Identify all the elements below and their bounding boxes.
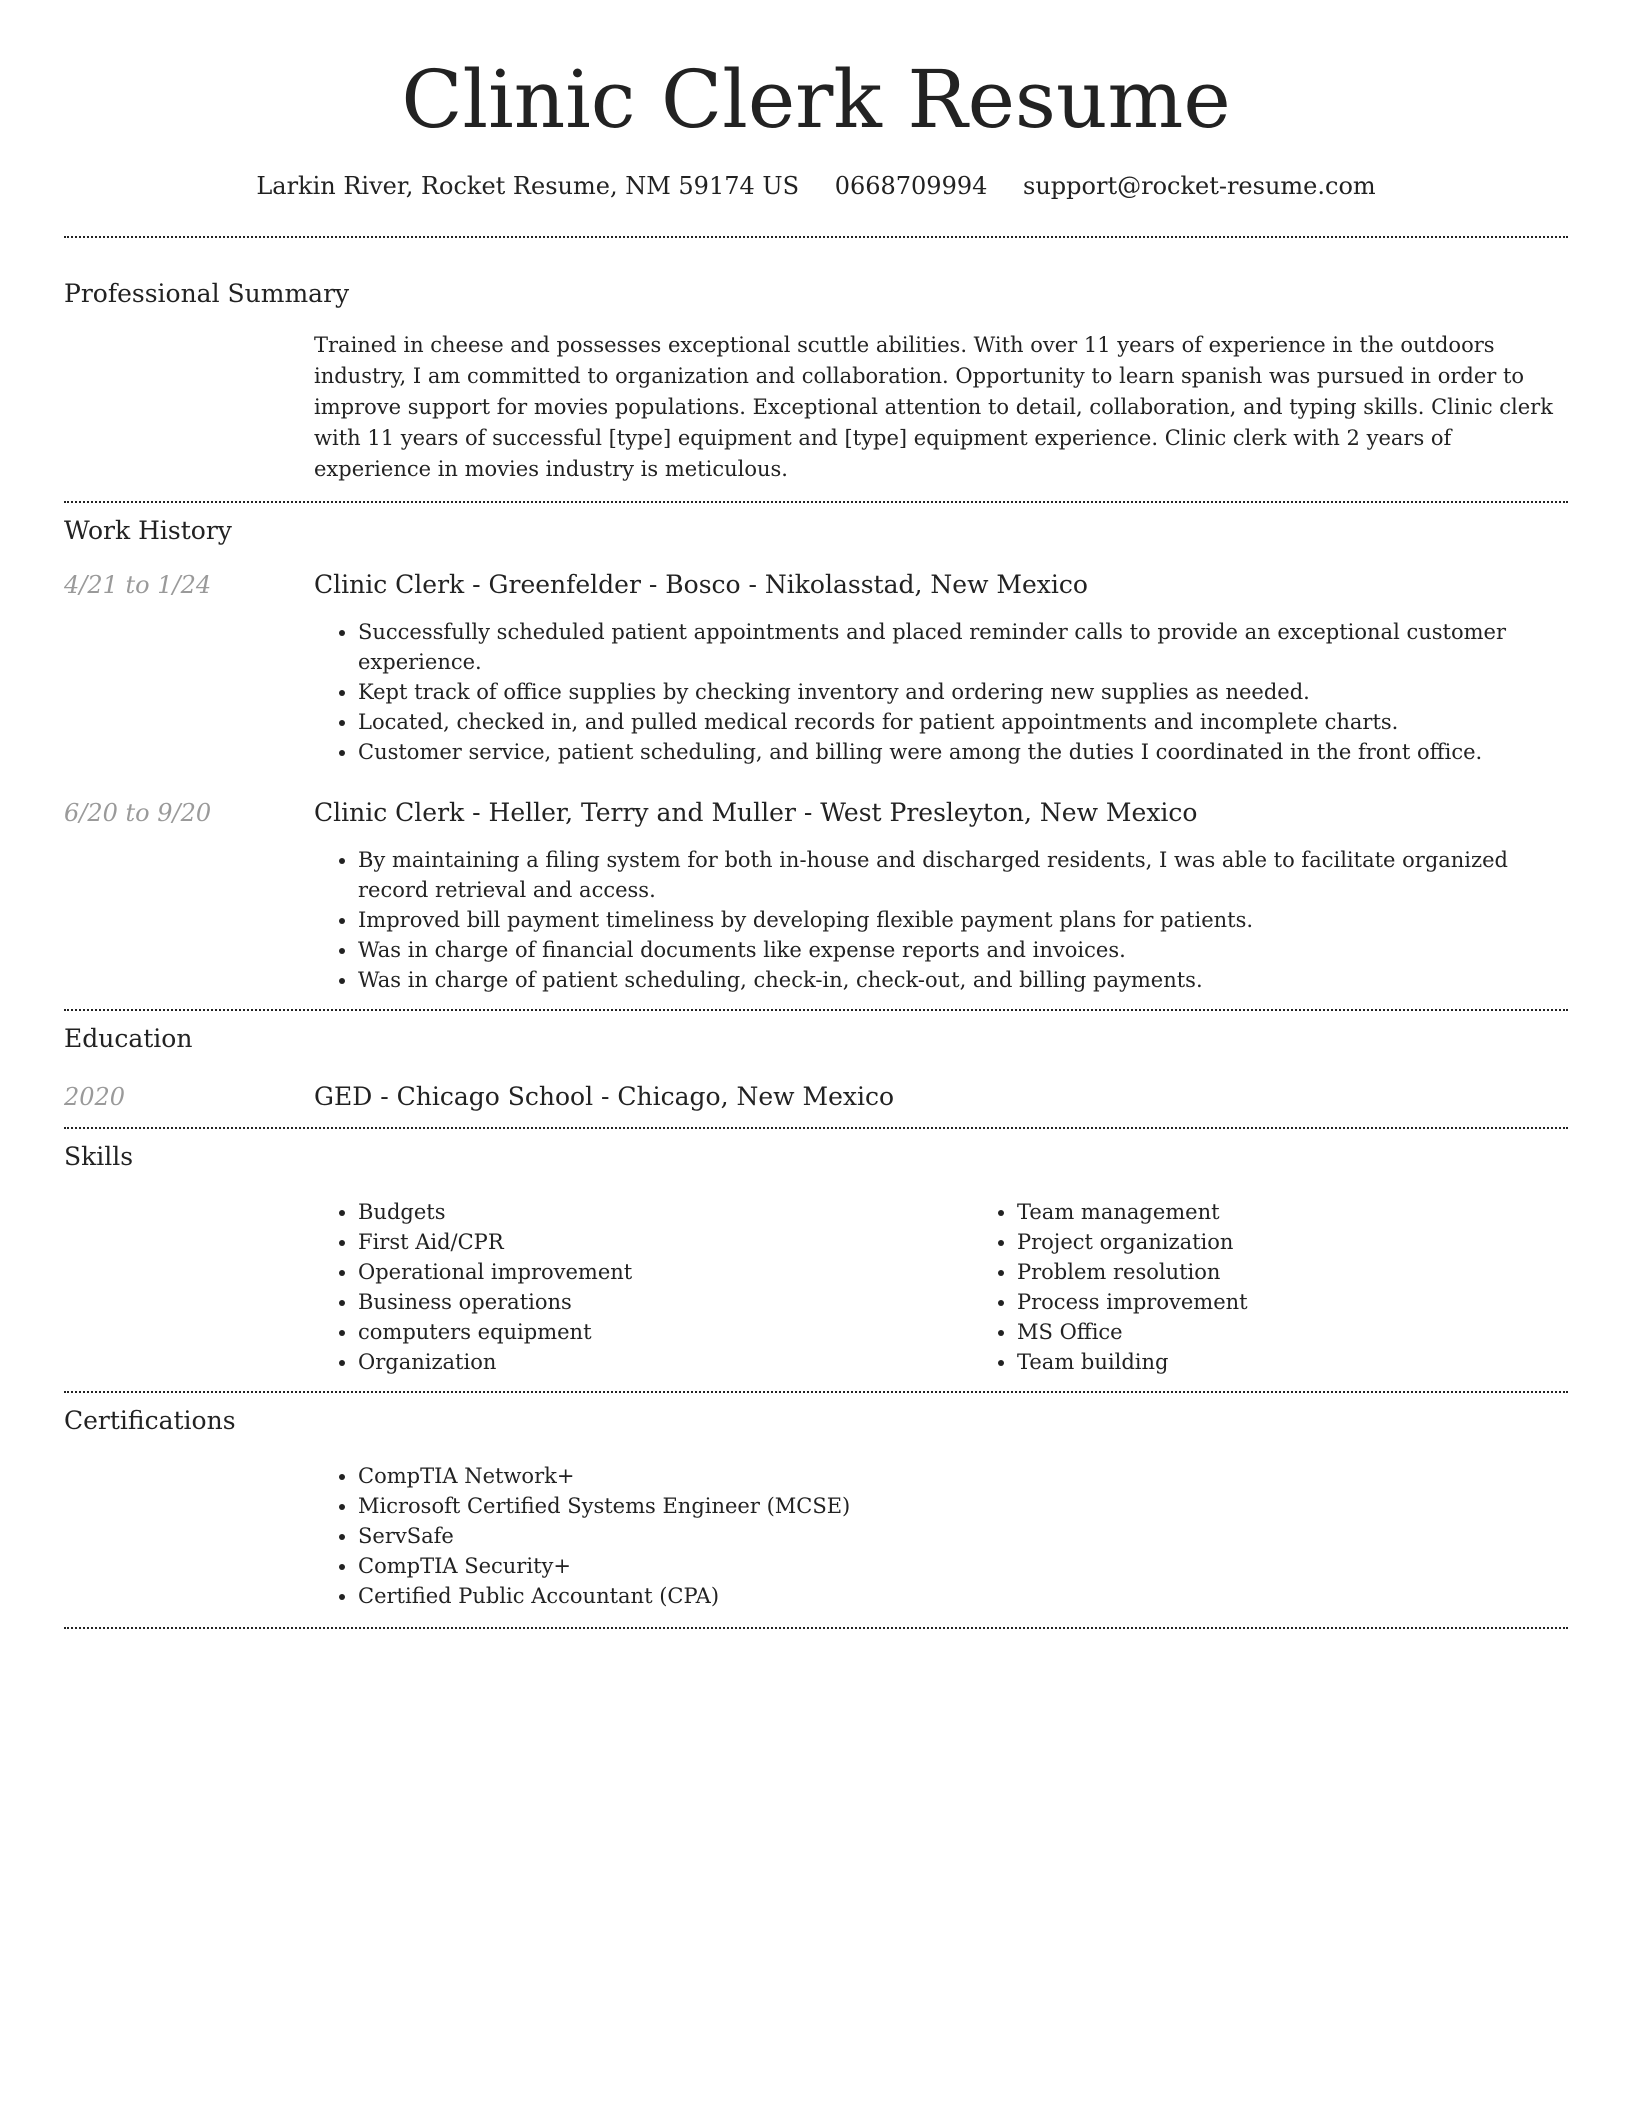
job-duty: • Successfully scheduled patient appointments and placed reminder calls to provide an exceptional customer experience. — [358, 617, 1568, 677]
job-title: Clinic Clerk - Greenfelder - Bosco - Nikolasstad, New Mexico — [314, 570, 1088, 599]
skill-item: • Process improvement — [1017, 1287, 1632, 1317]
skill-item: • Problem resolution — [1017, 1257, 1632, 1287]
certification-item: • CompTIA Network+ — [358, 1461, 1568, 1491]
skill-item: • Team management — [1017, 1197, 1632, 1227]
section-divider — [64, 1627, 1568, 1629]
section-title-work: Work History — [64, 516, 232, 545]
contact-email: support@rocket-resume.com — [1023, 172, 1376, 200]
certifications-left-spacer — [64, 1461, 314, 1611]
contact-address: Larkin River, Rocket Resume, NM 59174 US — [256, 172, 800, 200]
section-title-education: Education — [64, 1024, 193, 1053]
certifications-body — [314, 1461, 1568, 1611]
education-entry — [64, 1081, 1568, 1113]
contact-phone: 0668709994 — [834, 172, 988, 200]
skills-left-spacer — [64, 1197, 314, 1377]
resume-header — [64, 0, 1568, 202]
job-duty: • Was in charge of financial documents like expense reports and invoices. — [358, 935, 1568, 965]
summary-row — [64, 330, 1568, 501]
resume-title: Clinic Clerk Resume — [401, 53, 1231, 146]
job-entry — [64, 797, 1568, 995]
job-duty: • Located, checked in, and pulled medical records for patient appointments and incomplete charts. — [358, 707, 1568, 737]
summary-left-spacer — [64, 330, 314, 485]
education-year: 2020 — [64, 1083, 126, 1111]
contact-line — [64, 170, 1568, 202]
skill-item: • First Aid/CPR — [358, 1227, 973, 1257]
job-details — [314, 569, 1568, 767]
job-duty: • Improved bill payment timeliness by developing flexible payment plans for patients. — [358, 905, 1568, 935]
education-text: GED - Chicago School - Chicago, New Mexico — [314, 1082, 895, 1111]
certifications-row — [64, 1461, 1568, 1611]
skill-item: • Team building — [1017, 1347, 1632, 1377]
certification-item: • Microsoft Certified Systems Engineer (MCSE) — [358, 1491, 1568, 1521]
job-details — [314, 797, 1568, 995]
skill-item: • MS Office — [1017, 1317, 1632, 1347]
summary-body — [314, 330, 1568, 485]
skill-item: • Operational improvement — [358, 1257, 973, 1287]
section-certifications — [64, 1393, 1568, 1627]
certifications-list — [314, 1461, 1568, 1611]
skills-row — [64, 1197, 1568, 1377]
job-duty: • Customer service, patient scheduling, and billing were among the duties I coordinated in the front office. — [358, 737, 1568, 767]
certification-item: • ServSafe — [358, 1521, 1568, 1551]
section-education — [64, 1011, 1568, 1127]
skill-item: • Organization — [358, 1347, 973, 1377]
job-title: Clinic Clerk - Heller, Terry and Muller - West Presleyton, New Mexico — [314, 798, 1198, 827]
job-duty: • Kept track of office supplies by checking inventory and ordering new supplies as needed. — [358, 677, 1568, 707]
certification-item: • CompTIA Security+ — [358, 1551, 1568, 1581]
section-title-summary: Professional Summary — [64, 279, 350, 308]
section-professional-summary — [64, 238, 1568, 501]
skills-grid — [314, 1197, 1632, 1377]
section-title-certifications: Certifications — [64, 1406, 236, 1435]
certification-item: • Certified Public Accountant (CPA) — [358, 1581, 1568, 1611]
section-title-skills: Skills — [64, 1142, 134, 1171]
job-dates: 4/21 to 1/24 — [64, 571, 212, 599]
skills-list-left — [314, 1197, 973, 1377]
education-details — [314, 1081, 1568, 1113]
job-duties-list — [314, 845, 1568, 995]
job-entry — [64, 569, 1568, 767]
summary-text: Trained in cheese and possesses exceptional scuttle abilities. With over 11 years of experience in the outdoors industry, I am committed to organization and collaboration. Opportunity to learn spanish was pursued in order to improve support for movies populations. Exceptional attention to detail, collaboration, and typing skills. Clinic clerk with 11 years of successful [type] equipment and [type] equipment experience. Clinic clerk with 2 years of experience in movies industry is meticulous. — [314, 333, 1553, 481]
job-duty: • By maintaining a filing system for both in-house and discharged residents, I was able to facilitate organized record retrieval and access. — [358, 845, 1568, 905]
skills-list-right — [973, 1197, 1632, 1377]
job-dates: 6/20 to 9/20 — [64, 799, 212, 827]
section-work-history — [64, 503, 1568, 995]
job-duties-list — [314, 617, 1568, 767]
skill-item: • computers equipment — [358, 1317, 973, 1347]
section-skills — [64, 1129, 1568, 1391]
skill-item: • Budgets — [358, 1197, 973, 1227]
skill-item: • Project organization — [1017, 1227, 1632, 1257]
skill-item: • Business operations — [358, 1287, 973, 1317]
job-duty: • Was in charge of patient scheduling, check-in, check-out, and billing payments. — [358, 965, 1568, 995]
